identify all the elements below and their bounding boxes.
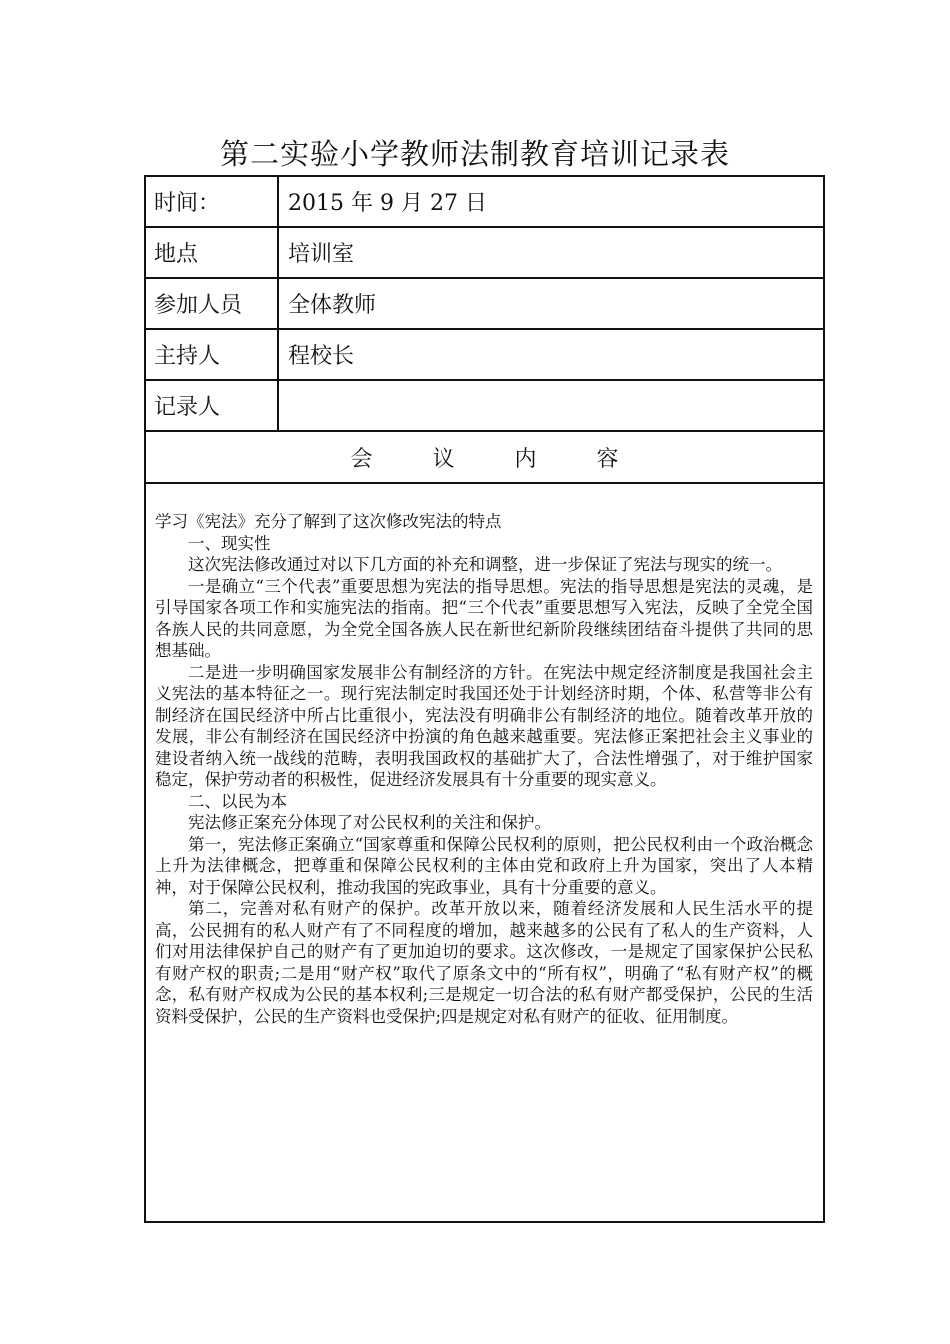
section-header-char-4: 容: [596, 446, 619, 472]
table-row-host: [145, 329, 824, 380]
participants-label: 参加人员: [145, 278, 278, 329]
content-paragraph: 第二，完善对私有财产的保护。改革开放以来，随着经济发展和人民生活水平的提高，公民拥有的私人财产有了不同程度的增加，越来越多的公民有了私人的生产资料，人们对用法律保护自己的财产有了更加迫切的要求。这次修改，一是规定了国家保护公民私有财产权的职责;二是用“财产权”取代了原条文中的“所有权”，明确了“私有财产权”的概念，私有财产权成为公民的基本权利;三是规定一切合法的私有财产都受保护，公民的生活资料受保护，公民的生产资料也受保护;四是规定对私有财产的征收、征用制度。: [155, 899, 813, 1026]
table-row-location: [145, 227, 824, 278]
section-header: [145, 431, 824, 483]
participants-value: 全体教师: [278, 278, 824, 329]
location-label: 地点: [145, 227, 278, 278]
table-row-section-header: [145, 431, 824, 483]
table-row-time: [145, 176, 824, 227]
content-paragraph: 宪法修正案充分体现了对公民权利的关注和保护。: [188, 813, 551, 832]
section-header-char-3: 内: [514, 446, 537, 472]
location-value: 培训室: [278, 227, 824, 278]
time-value: 2015 年 9 月 27 日: [278, 176, 824, 227]
time-label: 时间：: [145, 176, 278, 227]
content-intro: 学习《宪法》充分了解到了这次修改宪法的特点: [155, 512, 502, 531]
recorder-value: [278, 380, 824, 431]
content-heading-1: 一、现实性: [188, 533, 271, 553]
record-table: [144, 175, 825, 1223]
content-paragraph: 这次宪法修改通过对以下几方面的补充和调整，进一步保证了宪法与现实的统一。: [188, 555, 782, 574]
section-header-char-1: 会: [350, 446, 373, 472]
table-row-recorder: [145, 380, 824, 431]
content-paragraph: 第一，宪法修正案确立“国家尊重和保障公民权利的原则，把公民权利由一个政治概念上升为法律概念，把尊重和保障公民权利的主体由党和政府上升为国家，突出了人本精神，对于保障公民权利，推动我国的宪政事业，具有十分重要的意义。: [155, 834, 813, 897]
table-row-content: [145, 483, 824, 1222]
content-heading-2: 二、以民为本: [188, 791, 287, 811]
content-paragraph: 一是确立“三个代表”重要思想为宪法的指导思想。宪法的指导思想是宪法的灵魂，是引导国家各项工作和实施宪法的指南。把“三个代表”重要思想写入宪法，反映了全党全国各族人民的共同意愿，为全党全国各族人民在新世纪新阶段继续团结奋斗提供了共同的思想基础。: [155, 576, 813, 660]
table-row-participants: [145, 278, 824, 329]
content-paragraph: 二是进一步明确国家发展非公有制经济的方针。在宪法中规定经济制度是我国社会主义宪法的基本特征之一。现行宪法制定时我国还处于计划经济时期，个体、私营等非公有制经济在国民经济中所占比重很小，宪法没有明确非公有制经济的地位。随着改革开放的发展，非公有制经济在国民经济中扮演的角色越来越重要。宪法修正案把社会主义事业的建设者纳入统一战线的范畴，表明我国政权的基础扩大了，合法性增强了，对于维护国家稳定，保护劳动者的积极性，促进经济发展具有十分重要的现实意义。: [155, 662, 813, 789]
host-label: 主持人: [145, 329, 278, 380]
page-title: 第二实验小学教师法制教育培训记录表: [219, 137, 730, 171]
host-value: 程校长: [278, 329, 824, 380]
meeting-content: [145, 483, 824, 1222]
section-header-char-2: 议: [432, 446, 455, 472]
recorder-label: 记录人: [145, 380, 278, 431]
